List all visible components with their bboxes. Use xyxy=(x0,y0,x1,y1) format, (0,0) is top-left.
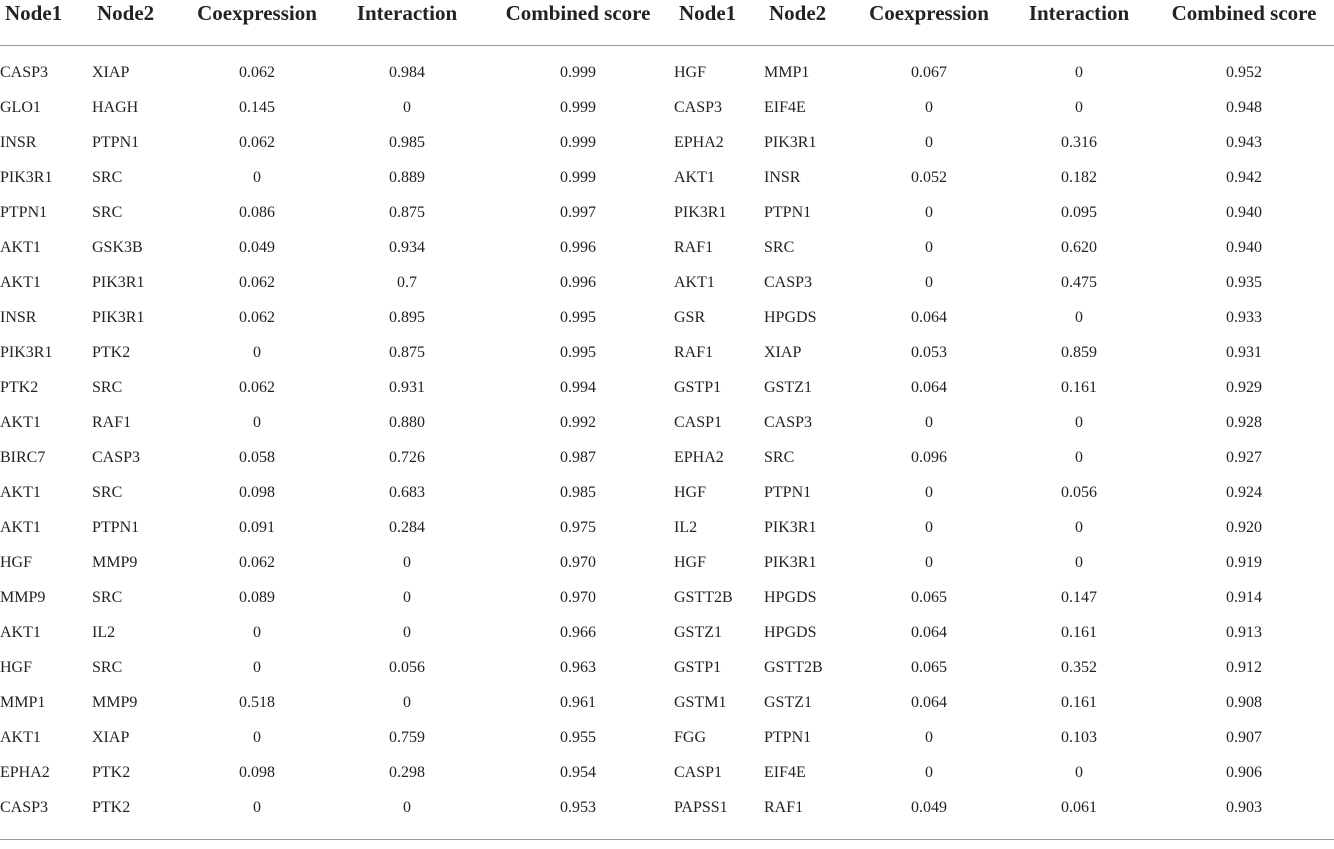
cell-combined-score: 0.995 xyxy=(560,308,596,326)
cell-node1: GLO1 xyxy=(0,98,41,116)
cell-node2: XIAP xyxy=(92,728,130,746)
cell-coexpression: 0.067 xyxy=(911,63,947,81)
table-row xyxy=(0,90,1334,125)
cell-node1: EPHA2 xyxy=(674,448,724,466)
cell-coexpression: 0.052 xyxy=(911,168,947,186)
cell-interaction: 0.683 xyxy=(389,483,425,501)
cell-coexpression: 0.058 xyxy=(239,448,275,466)
cell-coexpression: 0.062 xyxy=(239,553,275,571)
cell-node2: MMP9 xyxy=(92,553,138,571)
cell-node2: HPGDS xyxy=(764,588,817,606)
cell-combined-score: 0.953 xyxy=(560,798,596,816)
cell-node2: PTPN1 xyxy=(764,203,812,221)
cell-node1: INSR xyxy=(0,133,37,151)
cell-combined-score: 0.920 xyxy=(1226,518,1262,536)
table-row xyxy=(0,300,1334,335)
cell-combined-score: 0.999 xyxy=(560,133,596,151)
cell-node2: XIAP xyxy=(92,63,130,81)
table-row xyxy=(0,790,1334,825)
cell-coexpression: 0.064 xyxy=(911,623,947,641)
cell-combined-score: 0.970 xyxy=(560,553,596,571)
cell-combined-score: 0.952 xyxy=(1226,63,1262,81)
cell-interaction: 0 xyxy=(403,553,411,571)
cell-interaction: 0.7 xyxy=(397,273,417,291)
cell-node1: EPHA2 xyxy=(0,763,50,781)
cell-interaction: 0.147 xyxy=(1061,588,1097,606)
cell-coexpression: 0.049 xyxy=(911,798,947,816)
cell-node1: RAF1 xyxy=(674,238,714,256)
table-row xyxy=(0,335,1334,370)
cell-node1: GSTP1 xyxy=(674,378,722,396)
cell-coexpression: 0 xyxy=(925,273,933,291)
cell-node1: INSR xyxy=(0,308,37,326)
cell-coexpression: 0.064 xyxy=(911,308,947,326)
cell-node1: AKT1 xyxy=(674,273,715,291)
column-header-combined-score-a: Combined score xyxy=(505,1,651,25)
cell-coexpression: 0.062 xyxy=(239,133,275,151)
cell-node2: RAF1 xyxy=(92,413,132,431)
cell-node1: PTPN1 xyxy=(0,203,48,221)
cell-interaction: 0 xyxy=(1075,413,1083,431)
cell-coexpression: 0.049 xyxy=(239,238,275,256)
cell-interaction: 0.895 xyxy=(389,308,425,326)
cell-node2: PIK3R1 xyxy=(764,518,817,536)
cell-combined-score: 0.906 xyxy=(1226,763,1262,781)
header-rule xyxy=(0,31,1334,46)
cell-node2: CASP3 xyxy=(92,448,141,466)
cell-coexpression: 0.053 xyxy=(911,343,947,361)
cell-node2: CASP3 xyxy=(764,273,813,291)
cell-node2: MMP1 xyxy=(764,63,810,81)
table-row xyxy=(0,265,1334,300)
table-header xyxy=(0,0,1334,46)
cell-coexpression: 0.064 xyxy=(911,378,947,396)
cell-node1: GSTT2B xyxy=(674,588,733,606)
cell-node2: PTPN1 xyxy=(764,483,812,501)
table-row xyxy=(0,195,1334,230)
column-header-coexpression-a: Coexpression xyxy=(197,1,317,25)
cell-coexpression: 0.096 xyxy=(911,448,947,466)
cell-node2: RAF1 xyxy=(764,798,804,816)
cell-interaction: 0 xyxy=(403,623,411,641)
cell-coexpression: 0 xyxy=(253,728,261,746)
cell-coexpression: 0.064 xyxy=(911,693,947,711)
cell-node1: EPHA2 xyxy=(674,133,724,151)
cell-coexpression: 0 xyxy=(253,343,261,361)
cell-coexpression: 0 xyxy=(925,518,933,536)
cell-interaction: 0 xyxy=(1075,308,1083,326)
cell-coexpression: 0.098 xyxy=(239,763,275,781)
cell-interaction: 0.061 xyxy=(1061,798,1097,816)
cell-coexpression: 0 xyxy=(925,483,933,501)
cell-node2: EIF4E xyxy=(764,763,806,781)
cell-interaction: 0 xyxy=(1075,763,1083,781)
cell-coexpression: 0 xyxy=(925,98,933,116)
cell-coexpression: 0 xyxy=(925,553,933,571)
cell-interaction: 0.875 xyxy=(389,343,425,361)
cell-coexpression: 0.062 xyxy=(239,378,275,396)
table-row xyxy=(0,580,1334,615)
table-row xyxy=(0,405,1334,440)
cell-node1: GSTZ1 xyxy=(674,623,722,641)
cell-interaction: 0 xyxy=(403,588,411,606)
cell-node1: HGF xyxy=(674,483,707,501)
cell-combined-score: 0.997 xyxy=(560,203,596,221)
cell-interaction: 0.056 xyxy=(1061,483,1097,501)
cell-interaction: 0 xyxy=(1075,98,1083,116)
table-row xyxy=(0,370,1334,405)
cell-combined-score: 0.975 xyxy=(560,518,596,536)
cell-interaction: 0 xyxy=(1075,518,1083,536)
cell-combined-score: 0.963 xyxy=(560,658,596,676)
cell-node1: HGF xyxy=(674,63,707,81)
cell-node1: MMP9 xyxy=(0,588,46,606)
cell-node1: RAF1 xyxy=(674,343,714,361)
cell-node1: HGF xyxy=(674,553,707,571)
table-row xyxy=(0,230,1334,265)
cell-node1: AKT1 xyxy=(0,483,41,501)
cell-combined-score: 0.999 xyxy=(560,63,596,81)
cell-combined-score: 0.995 xyxy=(560,343,596,361)
cell-interaction: 0 xyxy=(403,98,411,116)
cell-node1: PIK3R1 xyxy=(674,203,727,221)
cell-node2: SRC xyxy=(92,378,123,396)
cell-interaction: 0.161 xyxy=(1061,693,1097,711)
cell-node2: PIK3R1 xyxy=(92,308,145,326)
cell-coexpression: 0.065 xyxy=(911,588,947,606)
cell-interaction: 0.161 xyxy=(1061,378,1097,396)
table-row xyxy=(0,160,1334,195)
cell-node1: FGG xyxy=(674,728,707,746)
cell-coexpression: 0 xyxy=(925,413,933,431)
cell-node2: IL2 xyxy=(92,623,116,641)
cell-combined-score: 0.955 xyxy=(560,728,596,746)
cell-combined-score: 0.999 xyxy=(560,168,596,186)
cell-node1: CASP3 xyxy=(0,798,49,816)
header-row xyxy=(0,0,1334,31)
cell-combined-score: 0.912 xyxy=(1226,658,1262,676)
cell-coexpression: 0 xyxy=(925,133,933,151)
cell-node1: GSTM1 xyxy=(674,693,727,711)
cell-combined-score: 0.943 xyxy=(1226,133,1262,151)
cell-combined-score: 0.996 xyxy=(560,238,596,256)
cell-combined-score: 0.927 xyxy=(1226,448,1262,466)
cell-interaction: 0.859 xyxy=(1061,343,1097,361)
cell-combined-score: 0.940 xyxy=(1226,238,1262,256)
bottom-rule xyxy=(0,825,1334,840)
body-spacer xyxy=(0,46,1334,56)
table-row xyxy=(0,755,1334,790)
cell-interaction: 0.103 xyxy=(1061,728,1097,746)
cell-node1: AKT1 xyxy=(0,623,41,641)
cell-coexpression: 0 xyxy=(925,203,933,221)
cell-coexpression: 0.089 xyxy=(239,588,275,606)
cell-interaction: 0.620 xyxy=(1061,238,1097,256)
cell-combined-score: 0.935 xyxy=(1226,273,1262,291)
cell-combined-score: 0.913 xyxy=(1226,623,1262,641)
cell-node2: CASP3 xyxy=(764,413,813,431)
column-header-node2-a: Node2 xyxy=(97,1,155,25)
cell-interaction: 0.182 xyxy=(1061,168,1097,186)
cell-node2: PTPN1 xyxy=(92,133,140,151)
cell-combined-score: 0.919 xyxy=(1226,553,1262,571)
cell-coexpression: 0 xyxy=(253,623,261,641)
cell-combined-score: 0.907 xyxy=(1226,728,1262,746)
cell-coexpression: 0.518 xyxy=(239,693,275,711)
cell-node1: AKT1 xyxy=(0,413,41,431)
cell-coexpression: 0.145 xyxy=(239,98,275,116)
cell-combined-score: 0.914 xyxy=(1226,588,1262,606)
cell-node1: AKT1 xyxy=(0,728,41,746)
cell-interaction: 0.284 xyxy=(389,518,425,536)
cell-interaction: 0.095 xyxy=(1061,203,1097,221)
cell-interaction: 0.475 xyxy=(1061,273,1097,291)
cell-node1: AKT1 xyxy=(0,518,41,536)
table-row xyxy=(0,545,1334,580)
cell-node2: HPGDS xyxy=(764,308,817,326)
cell-coexpression: 0 xyxy=(253,798,261,816)
cell-combined-score: 0.999 xyxy=(560,98,596,116)
cell-node2: PTPN1 xyxy=(764,728,812,746)
cell-node1: HGF xyxy=(0,658,33,676)
cell-interaction: 0 xyxy=(1075,448,1083,466)
cell-node1: CASP1 xyxy=(674,413,723,431)
cell-node2: PIK3R1 xyxy=(764,133,817,151)
cell-combined-score: 0.992 xyxy=(560,413,596,431)
cell-node2: PIK3R1 xyxy=(92,273,145,291)
cell-node2: MMP9 xyxy=(92,693,138,711)
cell-node2: PTK2 xyxy=(92,798,131,816)
cell-combined-score: 0.994 xyxy=(560,378,596,396)
cell-combined-score: 0.961 xyxy=(560,693,596,711)
cell-coexpression: 0.062 xyxy=(239,63,275,81)
cell-combined-score: 0.954 xyxy=(560,763,596,781)
cell-coexpression: 0.062 xyxy=(239,308,275,326)
cell-interaction: 0.726 xyxy=(389,448,425,466)
table-row xyxy=(0,615,1334,650)
cell-node2: GSK3B xyxy=(92,238,143,256)
cell-node2: GSTT2B xyxy=(764,658,823,676)
table-row xyxy=(0,650,1334,685)
cell-combined-score: 0.931 xyxy=(1226,343,1262,361)
table-row xyxy=(0,55,1334,90)
column-header-interaction-b: Interaction xyxy=(1028,1,1130,25)
cell-node2: PIK3R1 xyxy=(764,553,817,571)
cell-node1: GSR xyxy=(674,308,706,326)
cell-node1: BIRC7 xyxy=(0,448,46,466)
cell-node1: AKT1 xyxy=(0,238,41,256)
cell-node2: GSTZ1 xyxy=(764,378,812,396)
cell-coexpression: 0 xyxy=(253,168,261,186)
cell-node1: PAPSS1 xyxy=(674,798,728,816)
column-header-combined-score-b: Combined score xyxy=(1171,1,1317,25)
cell-node1: CASP3 xyxy=(674,98,723,116)
cell-interaction: 0 xyxy=(403,693,411,711)
cell-coexpression: 0 xyxy=(253,413,261,431)
cell-interaction: 0.056 xyxy=(389,658,425,676)
cell-node2: SRC xyxy=(92,658,123,676)
cell-combined-score: 0.970 xyxy=(560,588,596,606)
cell-node2: XIAP xyxy=(764,343,802,361)
cell-node1: AKT1 xyxy=(674,168,715,186)
cell-interaction: 0.880 xyxy=(389,413,425,431)
cell-combined-score: 0.987 xyxy=(560,448,596,466)
table-row xyxy=(0,685,1334,720)
cell-node1: HGF xyxy=(0,553,33,571)
cell-node1: GSTP1 xyxy=(674,658,722,676)
column-header-node1-a: Node1 xyxy=(5,1,63,25)
table-row xyxy=(0,510,1334,545)
cell-node2: GSTZ1 xyxy=(764,693,812,711)
cell-node1: PIK3R1 xyxy=(0,343,53,361)
cell-interaction: 0 xyxy=(403,798,411,816)
table-row xyxy=(0,440,1334,475)
column-header-coexpression-b: Coexpression xyxy=(869,1,989,25)
cell-combined-score: 0.908 xyxy=(1226,693,1262,711)
cell-node2: SRC xyxy=(764,238,795,256)
cell-combined-score: 0.924 xyxy=(1226,483,1262,501)
cell-coexpression: 0 xyxy=(925,238,933,256)
cell-combined-score: 0.966 xyxy=(560,623,596,641)
cell-interaction: 0.759 xyxy=(389,728,425,746)
column-header-node2-b: Node2 xyxy=(769,1,827,25)
cell-interaction: 0 xyxy=(1075,553,1083,571)
cell-combined-score: 0.929 xyxy=(1226,378,1262,396)
cell-combined-score: 0.942 xyxy=(1226,168,1262,186)
cell-coexpression: 0.091 xyxy=(239,518,275,536)
cell-interaction: 0.984 xyxy=(389,63,425,81)
cell-interaction: 0.985 xyxy=(389,133,425,151)
cell-node2: HAGH xyxy=(92,98,139,116)
cell-interaction: 0.316 xyxy=(1061,133,1097,151)
cell-node1: PTK2 xyxy=(0,378,39,396)
cell-interaction: 0 xyxy=(1075,63,1083,81)
cell-node1: CASP1 xyxy=(674,763,723,781)
cell-combined-score: 0.948 xyxy=(1226,98,1262,116)
cell-interaction: 0.934 xyxy=(389,238,425,256)
cell-interaction: 0.889 xyxy=(389,168,425,186)
cell-interaction: 0.161 xyxy=(1061,623,1097,641)
cell-combined-score: 0.996 xyxy=(560,273,596,291)
cell-coexpression: 0.065 xyxy=(911,658,947,676)
cell-node2: SRC xyxy=(92,168,123,186)
cell-coexpression: 0 xyxy=(253,658,261,676)
cell-node2: SRC xyxy=(92,588,123,606)
cell-coexpression: 0 xyxy=(925,763,933,781)
cell-combined-score: 0.903 xyxy=(1226,798,1262,816)
cell-node1: PIK3R1 xyxy=(0,168,53,186)
cell-node2: EIF4E xyxy=(764,98,806,116)
cell-combined-score: 0.933 xyxy=(1226,308,1262,326)
cell-node2: SRC xyxy=(764,448,795,466)
cell-coexpression: 0.098 xyxy=(239,483,275,501)
cell-interaction: 0.352 xyxy=(1061,658,1097,676)
cell-interaction: 0.298 xyxy=(389,763,425,781)
cell-node1: MMP1 xyxy=(0,693,46,711)
cell-node2: PTK2 xyxy=(92,343,131,361)
cell-node1: CASP3 xyxy=(0,63,49,81)
cell-coexpression: 0.086 xyxy=(239,203,275,221)
cell-node1: AKT1 xyxy=(0,273,41,291)
table-row xyxy=(0,475,1334,510)
cell-combined-score: 0.985 xyxy=(560,483,596,501)
column-header-node1-b: Node1 xyxy=(679,1,737,25)
cell-node2: HPGDS xyxy=(764,623,817,641)
cell-combined-score: 0.940 xyxy=(1226,203,1262,221)
cell-coexpression: 0 xyxy=(925,728,933,746)
cell-node1: IL2 xyxy=(674,518,698,536)
cell-interaction: 0.931 xyxy=(389,378,425,396)
cell-node2: SRC xyxy=(92,483,123,501)
table-row xyxy=(0,720,1334,755)
cell-combined-score: 0.928 xyxy=(1226,413,1262,431)
table-body xyxy=(0,46,1334,840)
cell-node2: INSR xyxy=(764,168,801,186)
cell-node2: SRC xyxy=(92,203,123,221)
column-header-interaction-a: Interaction xyxy=(356,1,458,25)
table-row xyxy=(0,125,1334,160)
cell-coexpression: 0.062 xyxy=(239,273,275,291)
cell-node2: PTPN1 xyxy=(92,518,140,536)
cell-node2: PTK2 xyxy=(92,763,131,781)
cell-interaction: 0.875 xyxy=(389,203,425,221)
